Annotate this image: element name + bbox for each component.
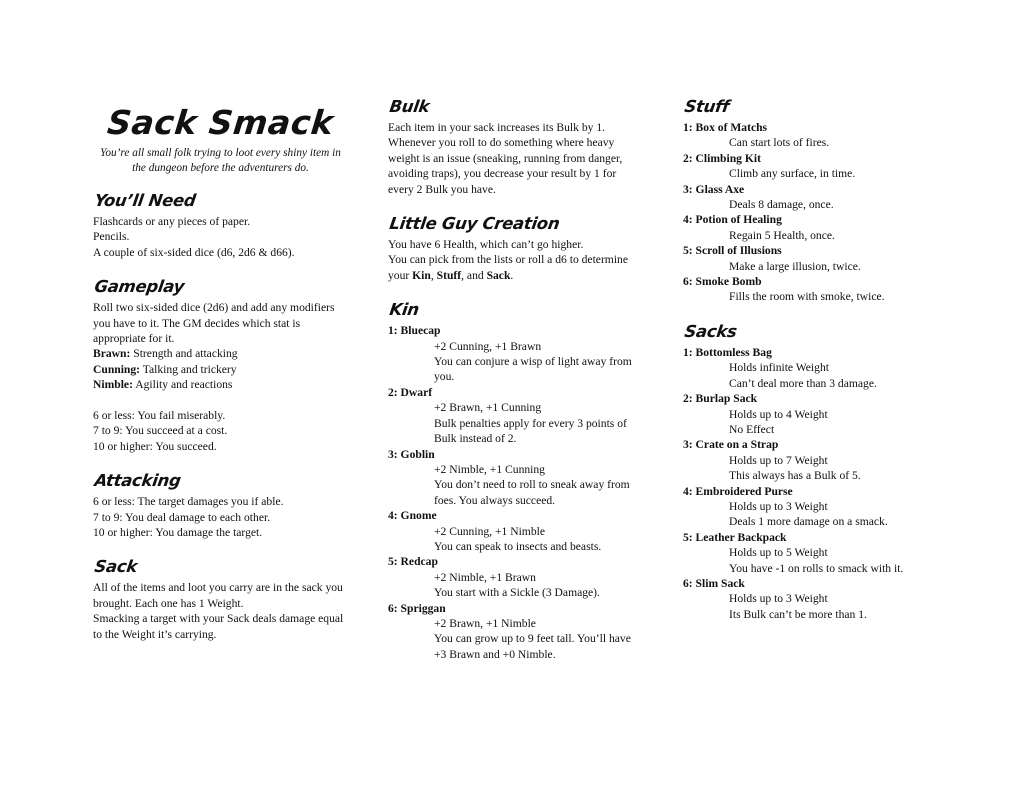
list-item (683, 484, 923, 530)
list-item (388, 554, 638, 600)
creation-text: You can pick from the lists or roll a d6 to determine your (388, 253, 628, 282)
stat-nimble (93, 377, 348, 392)
list-item (388, 508, 638, 554)
entry-detail: Its Bulk can’t be more than 1. (729, 607, 867, 621)
entry-name: 5: Redcap (388, 555, 438, 569)
entry-detail: This always has a Bulk of 5. (729, 469, 861, 483)
entry-name: 2: Climbing Kit (683, 151, 761, 165)
bulk-text: Each item in your sack increases its Bulk by 1. Whenever you roll to do something where heavy weight is an issue (sneaking, running from danger, avoiding traps), you decrease your result by 1 for every 2 Bulk you have. (388, 121, 623, 196)
section-gameplay (93, 276, 348, 454)
result-line: 7 to 9: You succeed at a cost. (93, 424, 228, 438)
separator: , and (461, 268, 487, 282)
section-stuff (683, 96, 923, 305)
stuff-list (683, 120, 923, 305)
list-item (683, 345, 923, 391)
stat-cunning (93, 362, 348, 377)
list-item (683, 437, 923, 483)
stat-name: Brawn: (93, 347, 131, 361)
creation-health: You have 6 Health, which can’t go higher. (388, 238, 584, 252)
kin-list (388, 323, 638, 662)
entry-detail: Can’t deal more than 3 damage. (729, 376, 877, 390)
entry-detail: Make a large illusion, twice. (729, 259, 861, 273)
stat-desc: Talking and trickery (142, 362, 237, 376)
heading-bulk: Bulk (388, 97, 431, 116)
entry-detail: Holds up to 7 Weight (729, 453, 828, 467)
separator: . (510, 268, 514, 282)
entry-name: 3: Goblin (388, 447, 435, 461)
sacks-list (683, 345, 923, 622)
list-item (388, 447, 638, 509)
entry-detail: +2 Cunning, +1 Nimble (434, 524, 545, 538)
needs-line: Pencils. (93, 230, 130, 244)
column-left (93, 96, 348, 658)
entry-detail: Regain 5 Health, once. (729, 228, 835, 242)
entry-detail: You start with a Sickle (3 Damage). (434, 586, 600, 600)
entry-name: 2: Burlap Sack (683, 392, 758, 406)
list-item (388, 323, 638, 385)
column-right (683, 96, 923, 638)
list-item (683, 530, 923, 576)
gameplay-intro: Roll two six-sided dice (2d6) and add any modifiers you have to it. The GM decides which stat is appropriate for it. (93, 301, 335, 346)
entry-detail: +2 Brawn, +1 Nimble (434, 616, 536, 630)
column-middle (388, 96, 638, 678)
entry-detail: You can speak to insects and beasts. (434, 539, 602, 553)
spacer (93, 393, 348, 408)
entry-detail: Holds up to 4 Weight (729, 407, 828, 421)
entry-detail: Holds up to 3 Weight (729, 592, 828, 606)
entry-detail: +2 Nimble, +1 Brawn (434, 570, 536, 584)
entry-detail: You have -1 on rolls to smack with it. (729, 561, 904, 575)
entry-name: 4: Embroidered Purse (683, 484, 793, 498)
stat-brawn (93, 346, 348, 361)
entry-name: 5: Scroll of Illusions (683, 244, 782, 258)
heading-kin: Kin (388, 300, 421, 320)
section-sacks (683, 321, 923, 622)
entry-detail: +2 Cunning, +1 Brawn (434, 339, 542, 353)
entry-detail: Fills the room with smoke, twice. (729, 290, 885, 304)
entry-detail: Holds up to 3 Weight (729, 499, 828, 513)
entry-name: 3: Glass Axe (683, 182, 745, 196)
entry-detail: Holds up to 5 Weight (729, 546, 828, 560)
heading-youll-need: You’ll Need (93, 191, 197, 210)
section-creation (388, 213, 638, 283)
sack-paragraph: All of the items and loot you carry are in the sack you brought. Each one has 1 Weight. (93, 581, 343, 610)
entry-detail: +2 Brawn, +1 Cunning (434, 401, 542, 415)
list-item (683, 576, 923, 622)
section-bulk (388, 96, 638, 197)
page-title: Sack Smack (105, 103, 336, 142)
list-item (683, 151, 923, 182)
keyword-sack: Sack (486, 268, 511, 282)
entry-name: 5: Leather Backpack (683, 530, 787, 544)
needs-line: Flashcards or any pieces of paper. (93, 215, 251, 228)
needs-line: A couple of six-sided dice (d6, 2d6 & d66). (93, 245, 295, 259)
entry-detail: Bulk penalties apply for every 3 points of Bulk instead of 2. (434, 416, 627, 446)
entry-name: 4: Potion of Healing (683, 213, 782, 227)
entry-name: 6: Smoke Bomb (683, 275, 762, 289)
section-attacking (93, 470, 348, 540)
list-item (683, 243, 923, 274)
entry-detail: No Effect (729, 422, 775, 436)
attack-line: 7 to 9: You deal damage to each other. (93, 510, 271, 524)
entry-detail: You can grow up to 9 feet tall. You’ll have +3 Brawn and +0 Nimble. (434, 632, 631, 661)
entry-detail: You don’t need to roll to sneak away from foes. You always succeed. (434, 478, 630, 507)
list-item (683, 182, 923, 213)
entry-name: 6: Spriggan (388, 601, 446, 615)
heading-stuff: Stuff (683, 97, 731, 116)
result-line: 6 or less: You fail miserably. (93, 409, 226, 423)
entry-detail: You can conjure a wisp of light away from you. (434, 355, 632, 384)
keyword-kin: Kin (412, 268, 431, 282)
result-line: 10 or higher: You succeed. (93, 439, 217, 453)
stat-desc: Strength and attacking (133, 347, 238, 361)
stat-name: Cunning: (93, 362, 141, 376)
list-item (683, 120, 923, 151)
entry-name: 1: Bluecap (388, 324, 441, 338)
entry-name: 6: Slim Sack (683, 576, 745, 590)
list-item (683, 391, 923, 437)
separator: , (430, 268, 437, 282)
entry-detail: +2 Nimble, +1 Cunning (434, 462, 545, 476)
page-subtitle: You’re all small folk trying to loot every shiny item in the dungeon before the adventurers do. (100, 147, 341, 174)
creation-instructions (388, 252, 638, 283)
list-item (388, 385, 638, 447)
entry-name: 1: Box of Matchs (683, 121, 768, 134)
entry-name: 1: Bottomless Bag (683, 345, 772, 359)
attack-line: 10 or higher: You damage the target. (93, 526, 263, 540)
section-youll-need (93, 190, 348, 260)
entry-name: 3: Crate on a Strap (683, 438, 779, 452)
entry-detail: Holds infinite Weight (729, 361, 829, 375)
heading-sacks: Sacks (683, 321, 739, 341)
entry-name: 2: Dwarf (388, 385, 433, 399)
list-item (683, 212, 923, 243)
entry-detail: Deals 8 damage, once. (729, 198, 834, 212)
heading-sack: Sack (93, 557, 139, 577)
keyword-stuff: Stuff (436, 268, 462, 282)
sack-paragraph: Smacking a target with your Sack deals damage equal to the Weight it’s carrying. (93, 612, 344, 641)
section-sack (93, 556, 348, 642)
entry-detail: Climb any surface, in time. (729, 167, 856, 181)
attack-line: 6 or less: The target damages you if able. (93, 495, 284, 509)
stat-desc: Agility and reactions (135, 378, 233, 392)
entry-detail: Deals 1 more damage on a smack. (729, 515, 888, 529)
heading-attacking: Attacking (93, 471, 182, 491)
stat-name: Nimble: (93, 378, 133, 392)
section-kin (388, 299, 638, 662)
heading-creation: Little Guy Creation (388, 214, 561, 234)
list-item (683, 274, 923, 305)
list-item (388, 601, 638, 663)
entry-name: 4: Gnome (388, 509, 437, 523)
entry-detail: Can start lots of fires. (729, 136, 830, 150)
heading-gameplay: Gameplay (93, 277, 186, 297)
